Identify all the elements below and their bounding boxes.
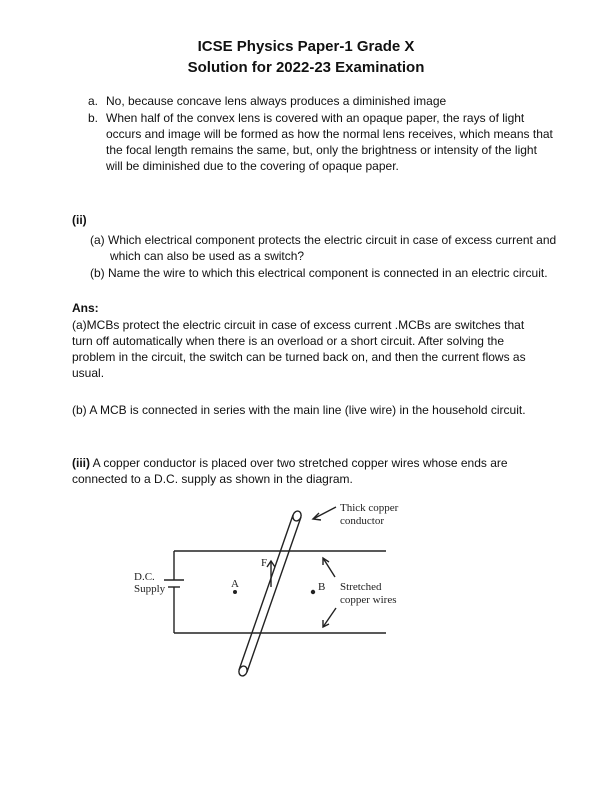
answer-part-a: (a)MCBs protect the electric circuit in case of excess current .MCBs are switches that turn off automatically when there is an overload or a short circuit. After solving the problem in the circuit, the switch can be turned back on, and then the current flows as usual. [72, 318, 526, 380]
conductor-label-arrow [313, 507, 336, 519]
question-text: A copper conductor is placed over two stretched copper wires whose ends are connected to a D.C. supply as shown in the diagram. [72, 456, 508, 486]
point-a-dot [233, 590, 237, 594]
question-part-b: (b) Name the wire to which this electrical component is connected in an electric circuit. [90, 266, 548, 280]
question-label: (iii) [72, 456, 90, 470]
thick-copper-label: Thick copper [340, 502, 399, 514]
answer-part-b: (b) A MCB is connected in series with the main line (live wire) in the household circuit. [72, 403, 526, 417]
conductor-label: conductor [340, 515, 384, 527]
rod-bottom-end [238, 665, 249, 677]
document-subtitle: Solution for 2022-23 Examination [187, 59, 425, 76]
point-b-dot [311, 590, 315, 594]
rod-top-end [292, 510, 303, 522]
point-a-label: A [231, 578, 239, 590]
dc-label: D.C. [134, 571, 155, 583]
rod-edge-left [239, 515, 293, 670]
force-label: F [261, 557, 268, 569]
question-label: (ii) [72, 213, 87, 227]
copper-wires-label: copper wires [340, 594, 397, 606]
list-text: No, because concave lens always produces a diminished image [106, 94, 447, 108]
list-marker: a. [88, 94, 99, 108]
rod-edge-right [247, 517, 301, 672]
wire-label-arrow-down [323, 608, 336, 627]
answer-label: Ans: [72, 301, 99, 315]
wire-label-arrow-up [323, 558, 335, 577]
supply-label: Supply [134, 583, 166, 595]
question-part-a: (a) Which electrical component protects the electric circuit in case of excess current and which can also be used as a switch? [90, 233, 557, 263]
list-marker: b. [88, 111, 99, 125]
document-title: ICSE Physics Paper-1 Grade X [197, 38, 415, 55]
list-text: When half of the convex lens is covered with an opaque paper, the rays of light occurs and image will be formed as how the normal lens receives, which means that the focal length remains the same, but, only the brightness or intensity of the light will be diminished due to the covering of opaque paper. [106, 111, 553, 173]
point-b-label: B [318, 581, 326, 593]
stretched-label: Stretched [340, 581, 382, 593]
